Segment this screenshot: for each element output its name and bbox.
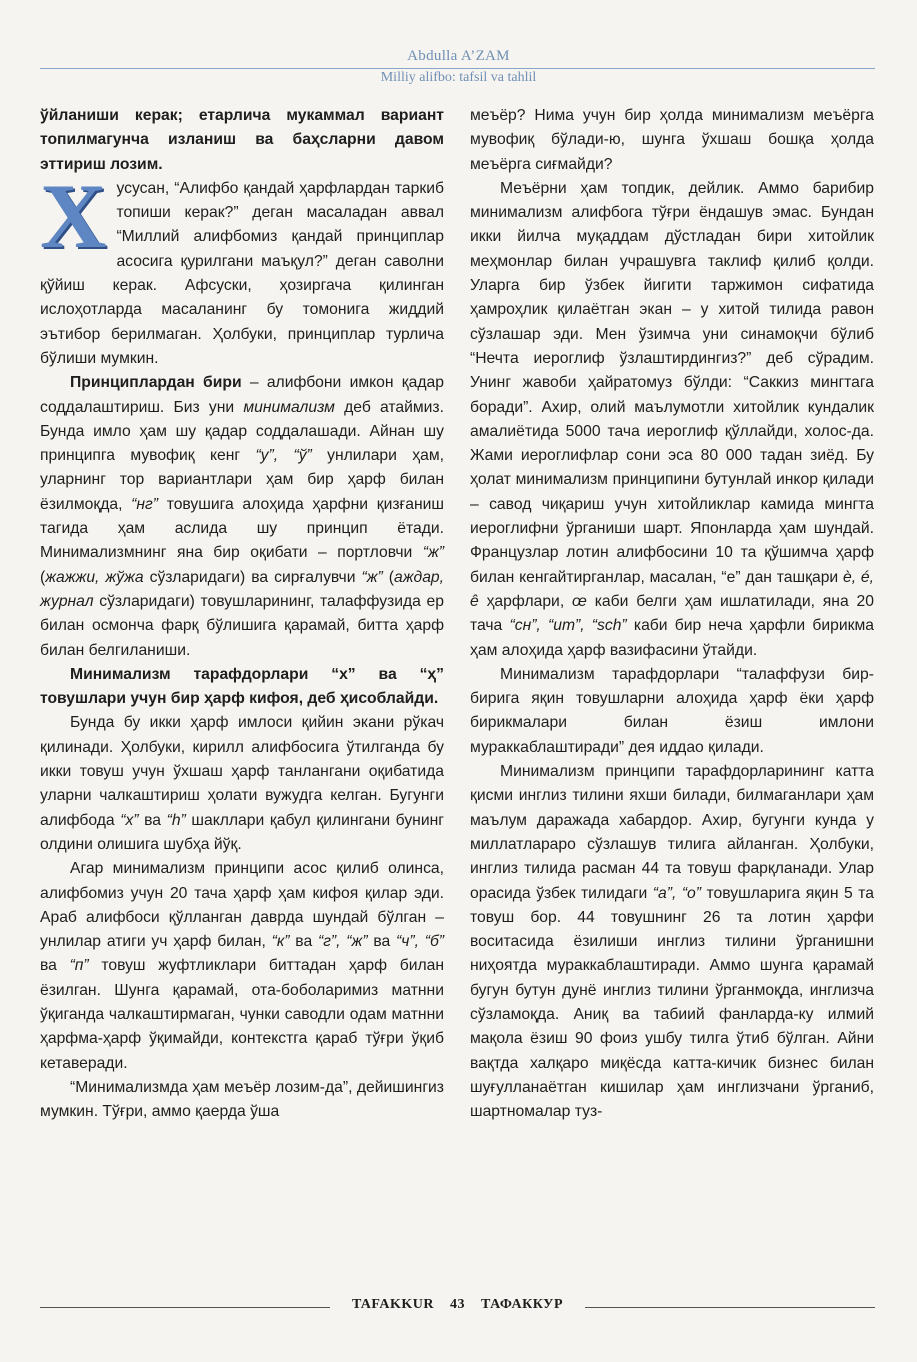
italic-run: аждар, журнал bbox=[40, 568, 444, 610]
text-run: сўзларидаги) товушларининг, талаффузида ер билан осмонча фарқ бўлишига қарамай, битта ҳарф билан белгиланиши. bbox=[40, 592, 444, 659]
footer-magazine-cyrillic: ТАФАККУР bbox=[481, 1297, 564, 1312]
right-column bbox=[470, 104, 874, 1124]
footer-label bbox=[330, 1297, 585, 1313]
paragraph-4 bbox=[40, 711, 444, 857]
italic-run: “х” bbox=[120, 811, 139, 829]
paragraph-9: Минимализм тарафдорлари “талаффузи бир-бирига яқин товушларни алоҳида ҳарф ёки ҳарф бирикмалари билан ёзиш имлони мураккаблаштиради” дея иддао қилади. bbox=[470, 665, 874, 756]
text-run: каби белги ҳам ишлатилади, яна 20 тача bbox=[470, 592, 874, 635]
footer-rule-right bbox=[585, 1307, 875, 1308]
paragraph-3-heading: Минимализм тарафдорлари “х” ва “ҳ” товушлари учун бир ҳарф кифоя, деб ҳисоблайди. bbox=[40, 665, 444, 708]
paragraph-2-bold: Принциплардан бири bbox=[70, 374, 242, 392]
footer-rule-left bbox=[40, 1307, 330, 1308]
text-run: товуш жуфтликлари биттадан ҳарф билан ёзилган. Шунга қарамай, ота-боболаримиз матнни ўқиганда чалкаштирмаган, чунки саводли одам матнни ҳарфма-ҳарф ўқимайди, контекстга қараб тўғри ўқиб кетаверади. bbox=[40, 957, 445, 1072]
text-run: товушига алоҳида ҳарфни қизғаниш тагида ҳам аслида шу принцип ётади. Минимализмнинг яна бир оқибати – портловчи bbox=[40, 495, 444, 562]
lead-paragraph: ўйланиши керак; етарлича мукаммал вариант топилмагунча изланиш ва баҳсларни давом эттириш лозим. bbox=[40, 107, 444, 173]
text-run: сўзларидаги) ва сирғалувчи bbox=[143, 568, 362, 586]
left-column bbox=[40, 104, 444, 1124]
running-header-author: Abdulla A’ZAM bbox=[407, 48, 510, 64]
paragraph-7: меъёр? Нима учун бир ҳолда минимализм меъёрга мувофиқ бўлади-ю, шунга ўхшаш бошқа ҳолда меъёрга сиғмайди? bbox=[470, 107, 874, 173]
text-run: ҳарфлари, bbox=[478, 592, 573, 610]
text-run: Меъёрни ҳам топдик, дейлик. Аммо барибир минимализм алифбога тўғри ёндашув эмас. Бундан икки йилча муқаддам дўстладан бири хитойлик меҳмонлар билан учрашувга таклиф қилиб қолди. Уларга бир ўзбек йигити таржимон сифатида ҳамроҳлик қилаётган экан – у хитой тилида равон сўзлашар эди. Мен ўзимча уни синамоқчи бўлиб “Нечта иероглиф ўзлаштирдингиз?” деб сўрадим. Унинг жавоби ҳайратомуз бўлди: “Саккиз мингтага боради”. Ахир, олий маълумотли хитойлик кундалик амалиётида 5000 тача иероглиф қўллайди, холос-да. Жами иероглифлар сони эса 80 000 тадан зиёд. Бу ҳолат минимализм принципини бутунлай инкор қилади – савод чиқариш учун хитойликлар камида мингта иероглифни ўрганиши шарт. Японларда ҳам шундай. Французлар лотин алифбосини 10 та қўшимча ҳарф билан кенгайтирганлар, масалан, “е” дан ташқари bbox=[470, 179, 874, 586]
text-run: шакллари қабул қилингани бунинг олдини олишига шубҳа йўқ. bbox=[40, 811, 444, 853]
paragraph-5 bbox=[40, 857, 444, 1076]
italic-run: è, é, ê bbox=[470, 568, 875, 610]
text-run: каби бир неча ҳарфли бирикма ҳам алоҳида ҳарф вазифасини ўтайди. bbox=[470, 617, 874, 659]
italic-run: “нг” bbox=[131, 495, 158, 513]
italic-run: “ж” bbox=[361, 568, 383, 586]
paragraph-10 bbox=[470, 760, 874, 1124]
text-run: ва bbox=[40, 957, 70, 975]
text-run: ва bbox=[289, 933, 318, 951]
drop-cap: Х bbox=[40, 164, 107, 267]
page-footer bbox=[40, 1297, 875, 1317]
italic-run: “п” bbox=[69, 957, 89, 975]
text-run: – алифбони имкон қадар соддалаштириш. Биз уни bbox=[40, 374, 444, 416]
text-run: Минимализм принципи тарафдорларининг катта қисми инглиз тилини яхши билади, билмаганлари ҳам маълум даражада хабардор. Ахир, бугунги кунда у миллатлараро сўзлашув тилига айланган. Ҳолбуки, инглиз тилида расман 44 та товуш фарқланади. Улар орасида ўзбек тилидаги bbox=[470, 763, 874, 902]
text-run: товушларига яқин 5 та товуш бор. 44 товушнинг 26 та лотин ҳарфи воситасида ёзилиши инглиз тилини ўрганишни ниҳоятда мураккаблаштиради. Аммо шунга қарамай бугун бутун дунё инглиз тилини ўрганмоқда, инглизча сўзламоқда. Аниқ ва табиий фанларда-ку илмий мақола ёзиш 90 фоиз ушбу тилга ўтиб бўлган. Айни вақтда халқаро миқёсда катта-кичик бизнес билан шуғулланаётган кишилар ҳам инглизчани ўрганиб, шартномалар туз- bbox=[470, 884, 875, 1121]
italic-run: “а”, “о” bbox=[652, 884, 702, 902]
running-header-subtitle: Milliy alifbo: tafsil va tahlil bbox=[380, 70, 537, 85]
paragraph-1-text: усусан, “Алифбо қандай ҳарфлардан таркиб топиши керак?” деган масаладан аввал “Миллий алифбомиз қандай принциплар асосига қурилгани маъқул?” деган саволни қўйиш керак. Афсуски, ҳозиргача қилинган ислоҳотларда масаланинг бу томонига жиддий эътибор берилмаган. Ҳолбуки, принциплар турлича бўлиши мумкин. bbox=[40, 179, 444, 367]
text-run: Агар минимализм принципи асос қилиб олинса, алифбомиз учун 20 тача ҳарф ҳам кифоя қилар эди. Араб алифбоси қўлланган даврда шундай бўлган – унлилар атиги уч ҳарф билан, bbox=[40, 860, 444, 951]
paragraph-2 bbox=[40, 371, 444, 663]
page-number: 43 bbox=[450, 1297, 466, 1312]
text-run: унлилари ҳам, уларнинг тор вариантлари ҳам бир ҳарф билан ёзилмоқда, bbox=[40, 447, 444, 513]
text-run: ( bbox=[40, 568, 46, 586]
italic-run: минимализм bbox=[243, 398, 335, 416]
text-run: Бунда бу икки ҳарф имлоси қийин экани рўкач қилинади. Ҳолбуки, кирилл алифбосига ўтилганда бу икки товуш учун ўхшаш ҳарф танлангани оқибатида уларни чалкаштириш ҳолати вужудга келган. Бугунги алифбода bbox=[40, 714, 444, 829]
paragraph-6: “Минимализмда ҳам меъёр лозим-да”, дейишингиз мумкин. Тўғри, аммо қаерда ўша bbox=[40, 1078, 444, 1121]
text-run: ва bbox=[367, 933, 397, 951]
italic-run: “h” bbox=[166, 811, 186, 829]
text-run: ва bbox=[138, 811, 167, 829]
text-run: деб атаймиз. Бунда имло ҳам шу қадар соддалашади. Айнан шу принципга мувофиқ кенг bbox=[40, 398, 444, 465]
header-divider bbox=[40, 68, 875, 69]
italic-run: œ bbox=[572, 592, 587, 610]
footer-magazine-latin: TAFAKKUR bbox=[351, 1297, 435, 1312]
text-run: ( bbox=[382, 568, 394, 586]
italic-run: “сн”, “ит”, “sch” bbox=[509, 617, 627, 635]
italic-run: “у”, “ў” bbox=[255, 447, 312, 465]
italic-run: “ж” bbox=[422, 544, 444, 562]
italic-run: “г”, “ж” bbox=[317, 933, 368, 951]
paragraph-1 bbox=[40, 164, 444, 371]
italic-run: “ч”, “б” bbox=[396, 933, 445, 951]
italic-run: “к” bbox=[271, 933, 290, 951]
paragraph-8 bbox=[470, 177, 874, 663]
italic-run: жажжи, жўжа bbox=[45, 568, 144, 586]
